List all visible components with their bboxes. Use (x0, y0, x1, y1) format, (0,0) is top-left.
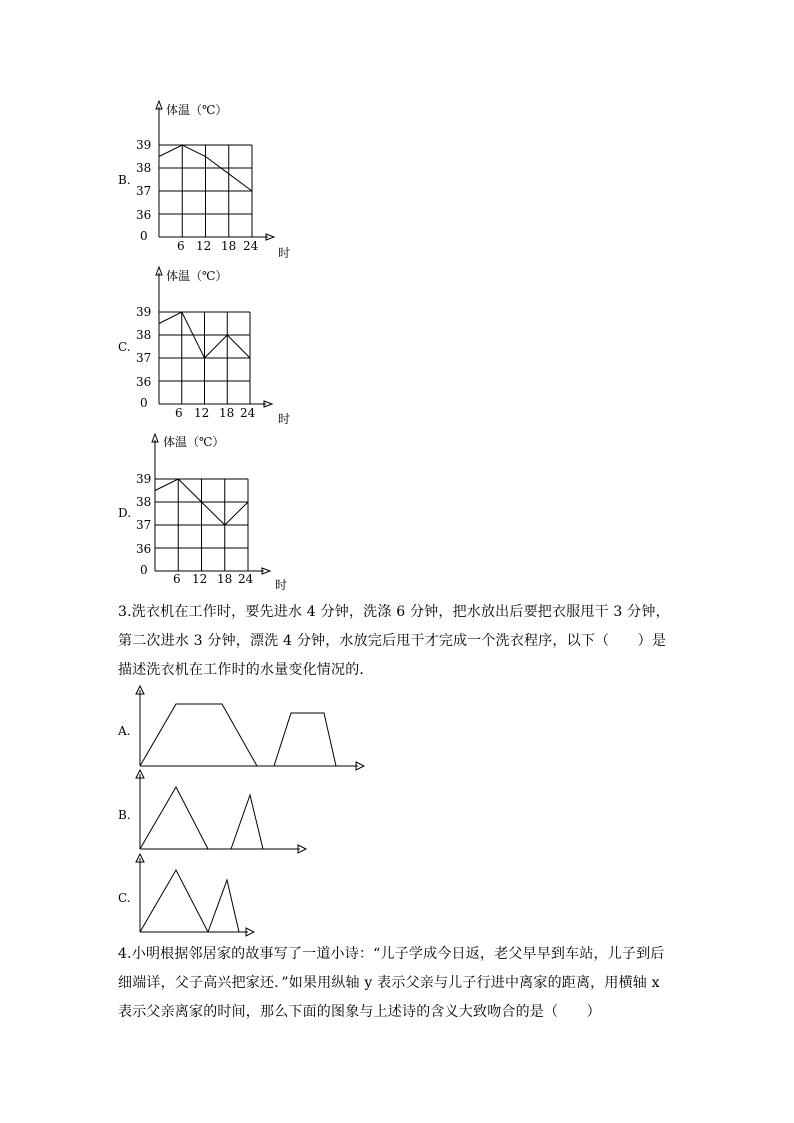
option-label-c: C. (118, 340, 131, 354)
y-tick-38: 38 (136, 495, 152, 509)
x-tick-6: 6 (173, 572, 181, 586)
y-tick-38: 38 (136, 161, 152, 175)
x-tick-12: 12 (196, 239, 212, 253)
y-tick-0: 0 (140, 229, 148, 243)
y-tick-0: 0 (140, 396, 148, 410)
option-label-b: B. (118, 173, 131, 187)
y-tick-36: 36 (136, 375, 152, 389)
x-tick-24: 24 (240, 406, 256, 420)
option-label-c: C. (118, 891, 131, 905)
y-tick-37: 37 (136, 518, 152, 532)
y-axis-title: 体温（℃） (163, 435, 225, 449)
question-3-text: 3.洗衣机在工作时，要先进水 4 分钟，洗涤 6 分钟，把水放出后要把衣服甩干 3 分钟，第二次进水 3 分钟，漂洗 4 分钟，水放完后甩干才完成一个洗衣程序，以下（ ）是描述洗衣机在工作时的水量变化情况的． (118, 604, 670, 678)
y-tick-0: 0 (140, 563, 148, 577)
x-tick-6: 6 (177, 239, 185, 253)
option-label-a: A. (118, 724, 131, 738)
y-tick-39: 39 (136, 138, 152, 152)
water-graph-b (136, 770, 306, 853)
x-tick-18: 18 (217, 572, 233, 586)
y-axis-title: 体温（℃） (166, 269, 228, 283)
x-tick-18: 18 (219, 406, 235, 420)
x-tick-24: 24 (238, 572, 254, 586)
y-tick-38: 38 (136, 328, 152, 342)
y-tick-36: 36 (136, 208, 152, 222)
x-axis-title: 时 (278, 412, 291, 426)
y-tick-37: 37 (136, 351, 152, 365)
water-graph-a (136, 686, 364, 770)
option-label-d: D. (118, 506, 132, 520)
x-axis-title: 时 (278, 246, 291, 260)
y-tick-39: 39 (136, 472, 152, 486)
x-tick-6: 6 (175, 406, 183, 420)
option-label-b: B. (118, 808, 131, 822)
x-tick-12: 12 (192, 572, 208, 586)
y-tick-39: 39 (136, 305, 152, 319)
x-axis-title: 时 (275, 578, 288, 592)
question-4-text: 4.小明根据邻居家的故事写了一道小诗：“儿子学成今日返，老父早早到车站，儿子到后细端详，父子高兴把家还．”如果用纵轴 y 表示父亲与儿子行进中离家的距离，用横轴 x 表示父亲离家的时间，那么下面的图象与上述诗的含义大致吻合的是（ ） (118, 946, 665, 1020)
x-tick-18: 18 (221, 239, 237, 253)
x-tick-12: 12 (194, 406, 210, 420)
water-graph-c (136, 854, 254, 936)
x-tick-24: 24 (243, 239, 259, 253)
y-tick-36: 36 (136, 542, 152, 556)
y-tick-37: 37 (136, 184, 152, 198)
y-axis-title: 体温（℃） (166, 103, 228, 117)
